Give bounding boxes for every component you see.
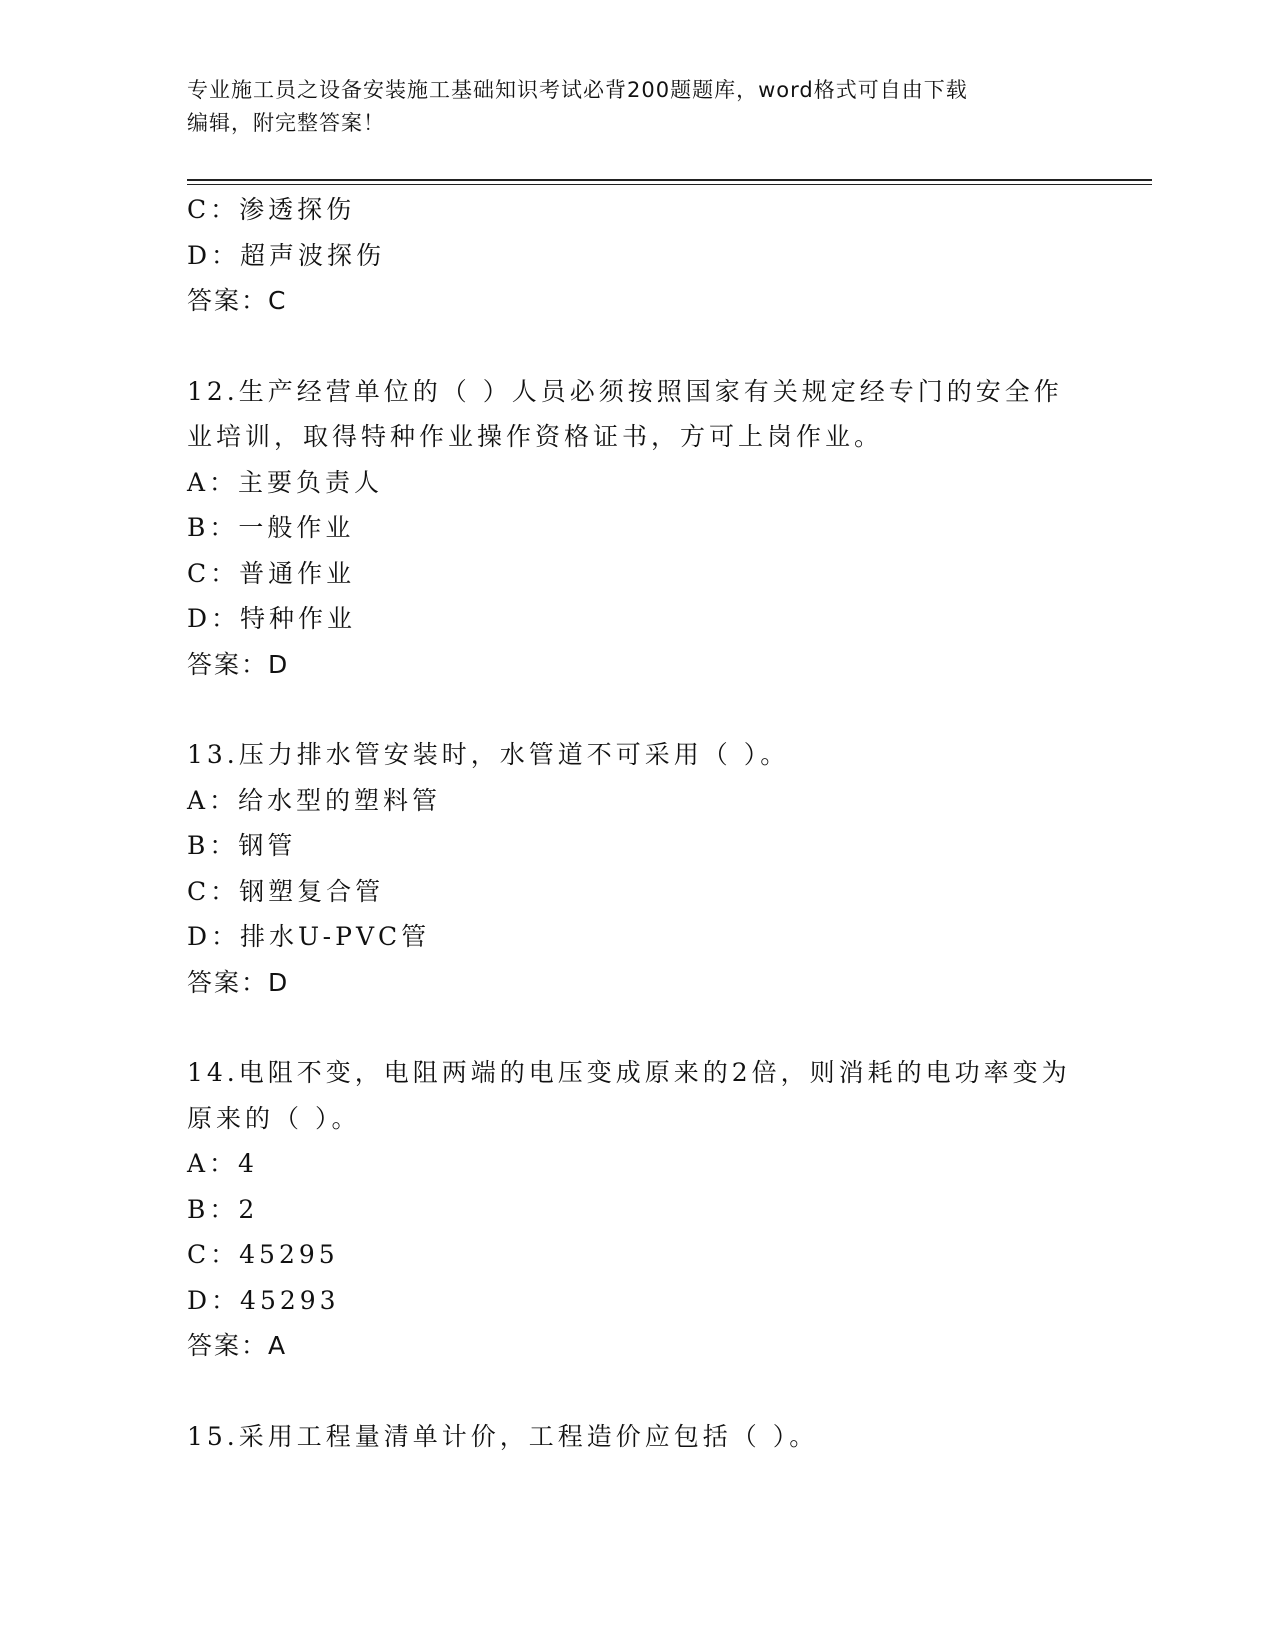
option-c: C：45295 bbox=[187, 1240, 339, 1269]
option-d: D：排水U-PVC管 bbox=[187, 922, 431, 951]
question-11-tail bbox=[187, 187, 1067, 324]
option-c: C：钢塑复合管 bbox=[187, 876, 385, 906]
header-title-line-1: 专业施工员之设备安装施工基础知识考试必背200题题库，word格式可自由下载 bbox=[187, 78, 968, 102]
question-15 bbox=[187, 1414, 1067, 1460]
option-a: A：给水型的塑料管 bbox=[187, 785, 442, 815]
answer-line: 答案：D bbox=[187, 967, 290, 997]
option-d: D：超声波探伤 bbox=[187, 240, 386, 270]
answer-line: 答案：A bbox=[187, 1331, 288, 1360]
question-stem-continued: 业培训，取得特种作业操作资格证书，方可上岗作业。 bbox=[187, 422, 884, 451]
header-divider-thick bbox=[187, 179, 1152, 181]
question-14 bbox=[187, 1050, 1071, 1369]
question-stem: 13.压力排水管安装时，水管道不可采用（ ）。 bbox=[187, 740, 790, 769]
answer-line: 答案：D bbox=[187, 649, 290, 679]
option-a: A：主要负责人 bbox=[187, 467, 384, 497]
question-stem: 12.生产经营单位的（ ）人员必须按照国家有关规定经专门的安全作 bbox=[187, 376, 1063, 406]
answer-line: 答案：C bbox=[187, 286, 288, 315]
option-c: C：普通作业 bbox=[187, 558, 356, 588]
document-header bbox=[187, 74, 1067, 140]
question-13 bbox=[187, 732, 1067, 1005]
option-b: B：钢管 bbox=[187, 831, 297, 860]
question-list bbox=[187, 187, 1071, 1459]
option-b: B：2 bbox=[187, 1194, 259, 1224]
option-a: A：4 bbox=[187, 1149, 258, 1178]
header-title-line-2: 编辑，附完整答案！ bbox=[187, 111, 385, 135]
option-d: D：特种作业 bbox=[187, 604, 357, 633]
question-stem: 15.采用工程量清单计价，工程造价应包括（ ）。 bbox=[187, 1421, 819, 1451]
option-b: B：一般作业 bbox=[187, 513, 355, 542]
option-c: C：渗透探伤 bbox=[187, 195, 356, 224]
option-d: D：45293 bbox=[187, 1285, 340, 1315]
question-stem: 14.电阻不变，电阻两端的电压变成原来的2倍，则消耗的电功率变为 bbox=[187, 1058, 1071, 1087]
question-12 bbox=[187, 369, 1067, 688]
header-divider-thin bbox=[187, 184, 1152, 185]
question-stem-continued: 原来的（ ）。 bbox=[187, 1103, 361, 1133]
